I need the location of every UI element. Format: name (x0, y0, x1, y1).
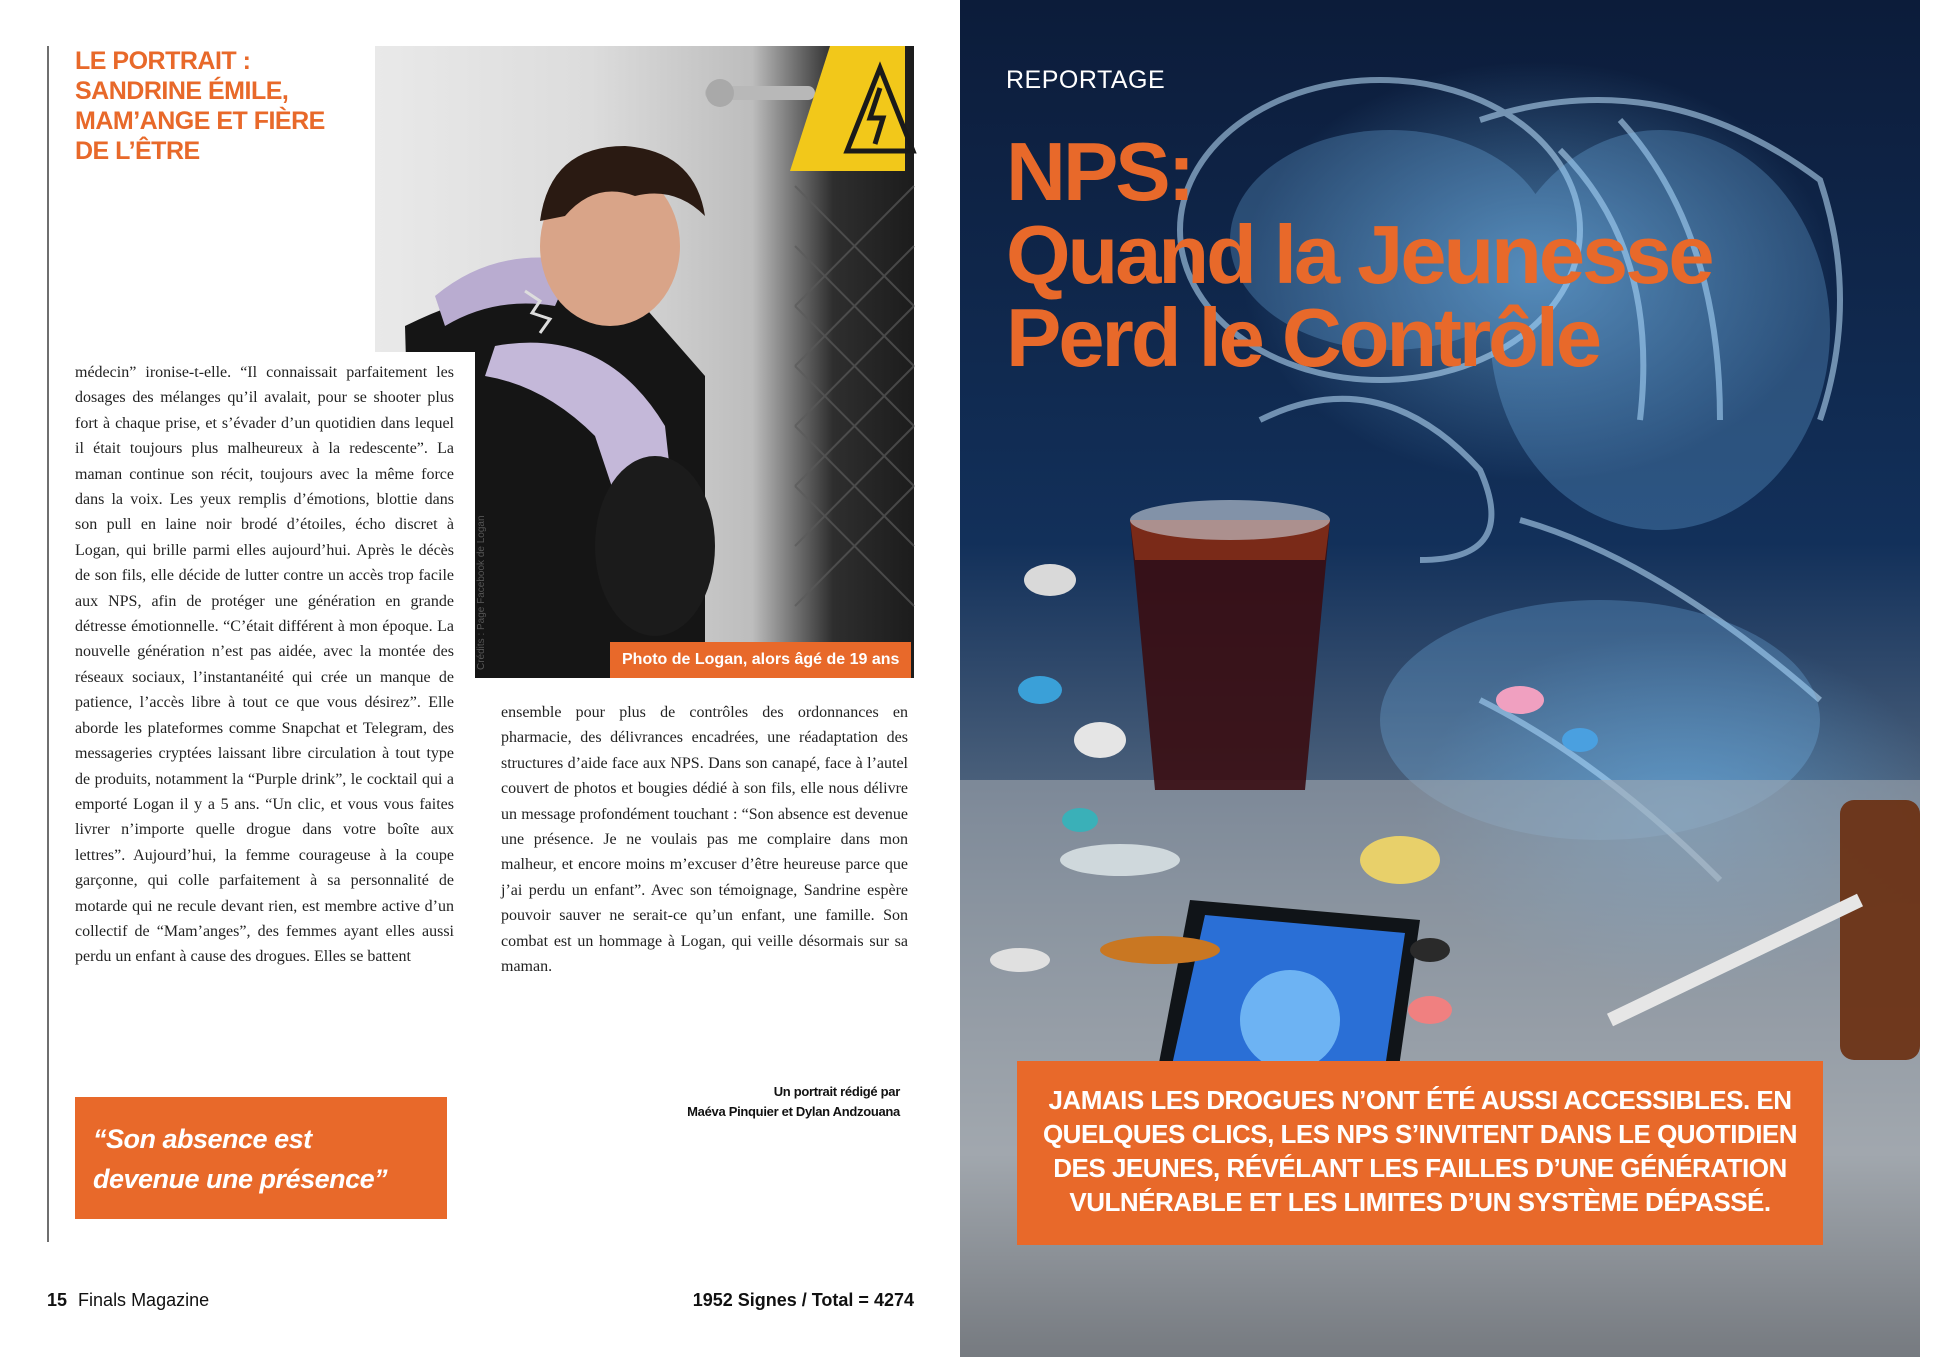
image-credit: Crédits : Pinterest / Image d’illustration (1935, 1105, 1951, 1345)
portrait-heading (75, 46, 375, 166)
title-line: Perd le Contrôle (1006, 291, 1600, 384)
right-page (960, 0, 1920, 1357)
title-line: NPS: (1006, 125, 1193, 218)
pull-quote-line: “Son absence est (93, 1124, 312, 1154)
page-folio (47, 1290, 209, 1311)
page-title (1006, 125, 1866, 384)
heading-line: LE PORTRAIT : (75, 47, 251, 75)
heading-line: MAM’ANGE ET FIÈRE (75, 107, 325, 135)
sign-count: 1952 Signes / Total = 4274 (692, 1290, 914, 1310)
article-column-2: ensemble pour plus de contrôles des ordonnances en pharmacie, des délivrances encadrées, une réadaptation des structures d’aide face aux NPS. Dans son canapé, face à l’autel couvert de photos et bougies dédié à son fils, elle nous délivre un message profondément touchant : “Son absence est devenue une présence. Je ne voulais pas me complaire dans mon malheur, et encore moins m’excuser d’être heureuse parce que j’ai perdu un enfant”. Avec son témoignage, Sandrine espère pouvoir sauver ne serait-ce qu’un enfant, une famille. Son combat est un hommage à Logan, qui veille désormais sur sa maman. (501, 704, 908, 976)
left-page (0, 0, 960, 1357)
vertical-rule (47, 46, 49, 1242)
section-label: REPORTAGE (1006, 66, 1166, 94)
byline (687, 1082, 900, 1122)
magazine-name: Finals Magazine (78, 1290, 210, 1310)
pull-quote (75, 1097, 447, 1219)
byline-line: Maéva Pinquier et Dylan Andzouana (687, 1104, 900, 1119)
title-line: Quand la Jeunesse (1006, 208, 1712, 301)
byline-line: Un portrait rédigé par (773, 1084, 900, 1099)
article-deck: JAMAIS LES DROGUES N’ONT ÉTÉ AUSSI ACCESSIBLES. EN QUELQUES CLICS, LES NPS S’INVITENT DANS LE QUOTIDIEN DES JEUNES, RÉVÉLANT LES FAILLES D’UNE GÉNÉRATION VULNÉRABLE ET LES LIMITES D’UN SYSTÈME DÉPASSÉ. (1017, 1061, 1823, 1245)
photo-credit: Crédits : Page Facebook de Logan (476, 515, 487, 670)
pull-quote-line: devenue une présence” (93, 1164, 388, 1194)
heading-line: DE L’ÊTRE (75, 137, 200, 165)
page-number: 15 (47, 1290, 68, 1310)
article-column-1: médecin” ironise-t-elle. “Il connaissait parfaitement les dosages des mélanges qu’il avalait, pour se shooter plus fort à chaque prise, et s’évader d’un quotidien dans lequel il était toujours plus malheureux à la redescente”. La maman continue son récit, toujours avec la même force dans la voix. Les yeux remplis d’émotions, blottie dans son pull en laine noir brodé d’étoiles, écho discret à Logan, qui brille parmi elles aujourd’hui. Après le décès de son fils, elle décide de lutter contre un accès trop facile aux NPS, afin de protéger une génération en grande détresse émotionnelle. “C’était différent à mon époque. La nouvelle génération n’est pas aidée, avec la montée des réseaux sociaux, l’instantanéité qui crée un manque de patience, l’accès libre à tout ce que vous désirez”. Elle aborde les plateformes comme Snapchat et Telegram, des messageries cryptées laissant libre circulation à tout type de produits, notamment la “Purple drink”, le cocktail qui a emporté Logan il y a 5 ans. “Un clic, et vous vous faites livrer n’importe quelle drogue dans votre boîte aux lettres”. Aujourd’hui, la femme courageuse à la coupe garçonne, qui colle parfaitement à sa personnalité de motarde qui ne recule devant rien, est membre active d’un collectif de “Mam’anges”, des femmes ayant elles aussi perdu un enfant à cause des drogues. Elles se battent (75, 364, 454, 966)
photo-caption: Photo de Logan, alors âgé de 19 ans (610, 642, 911, 678)
heading-line: SANDRINE ÉMILE, (75, 77, 289, 105)
